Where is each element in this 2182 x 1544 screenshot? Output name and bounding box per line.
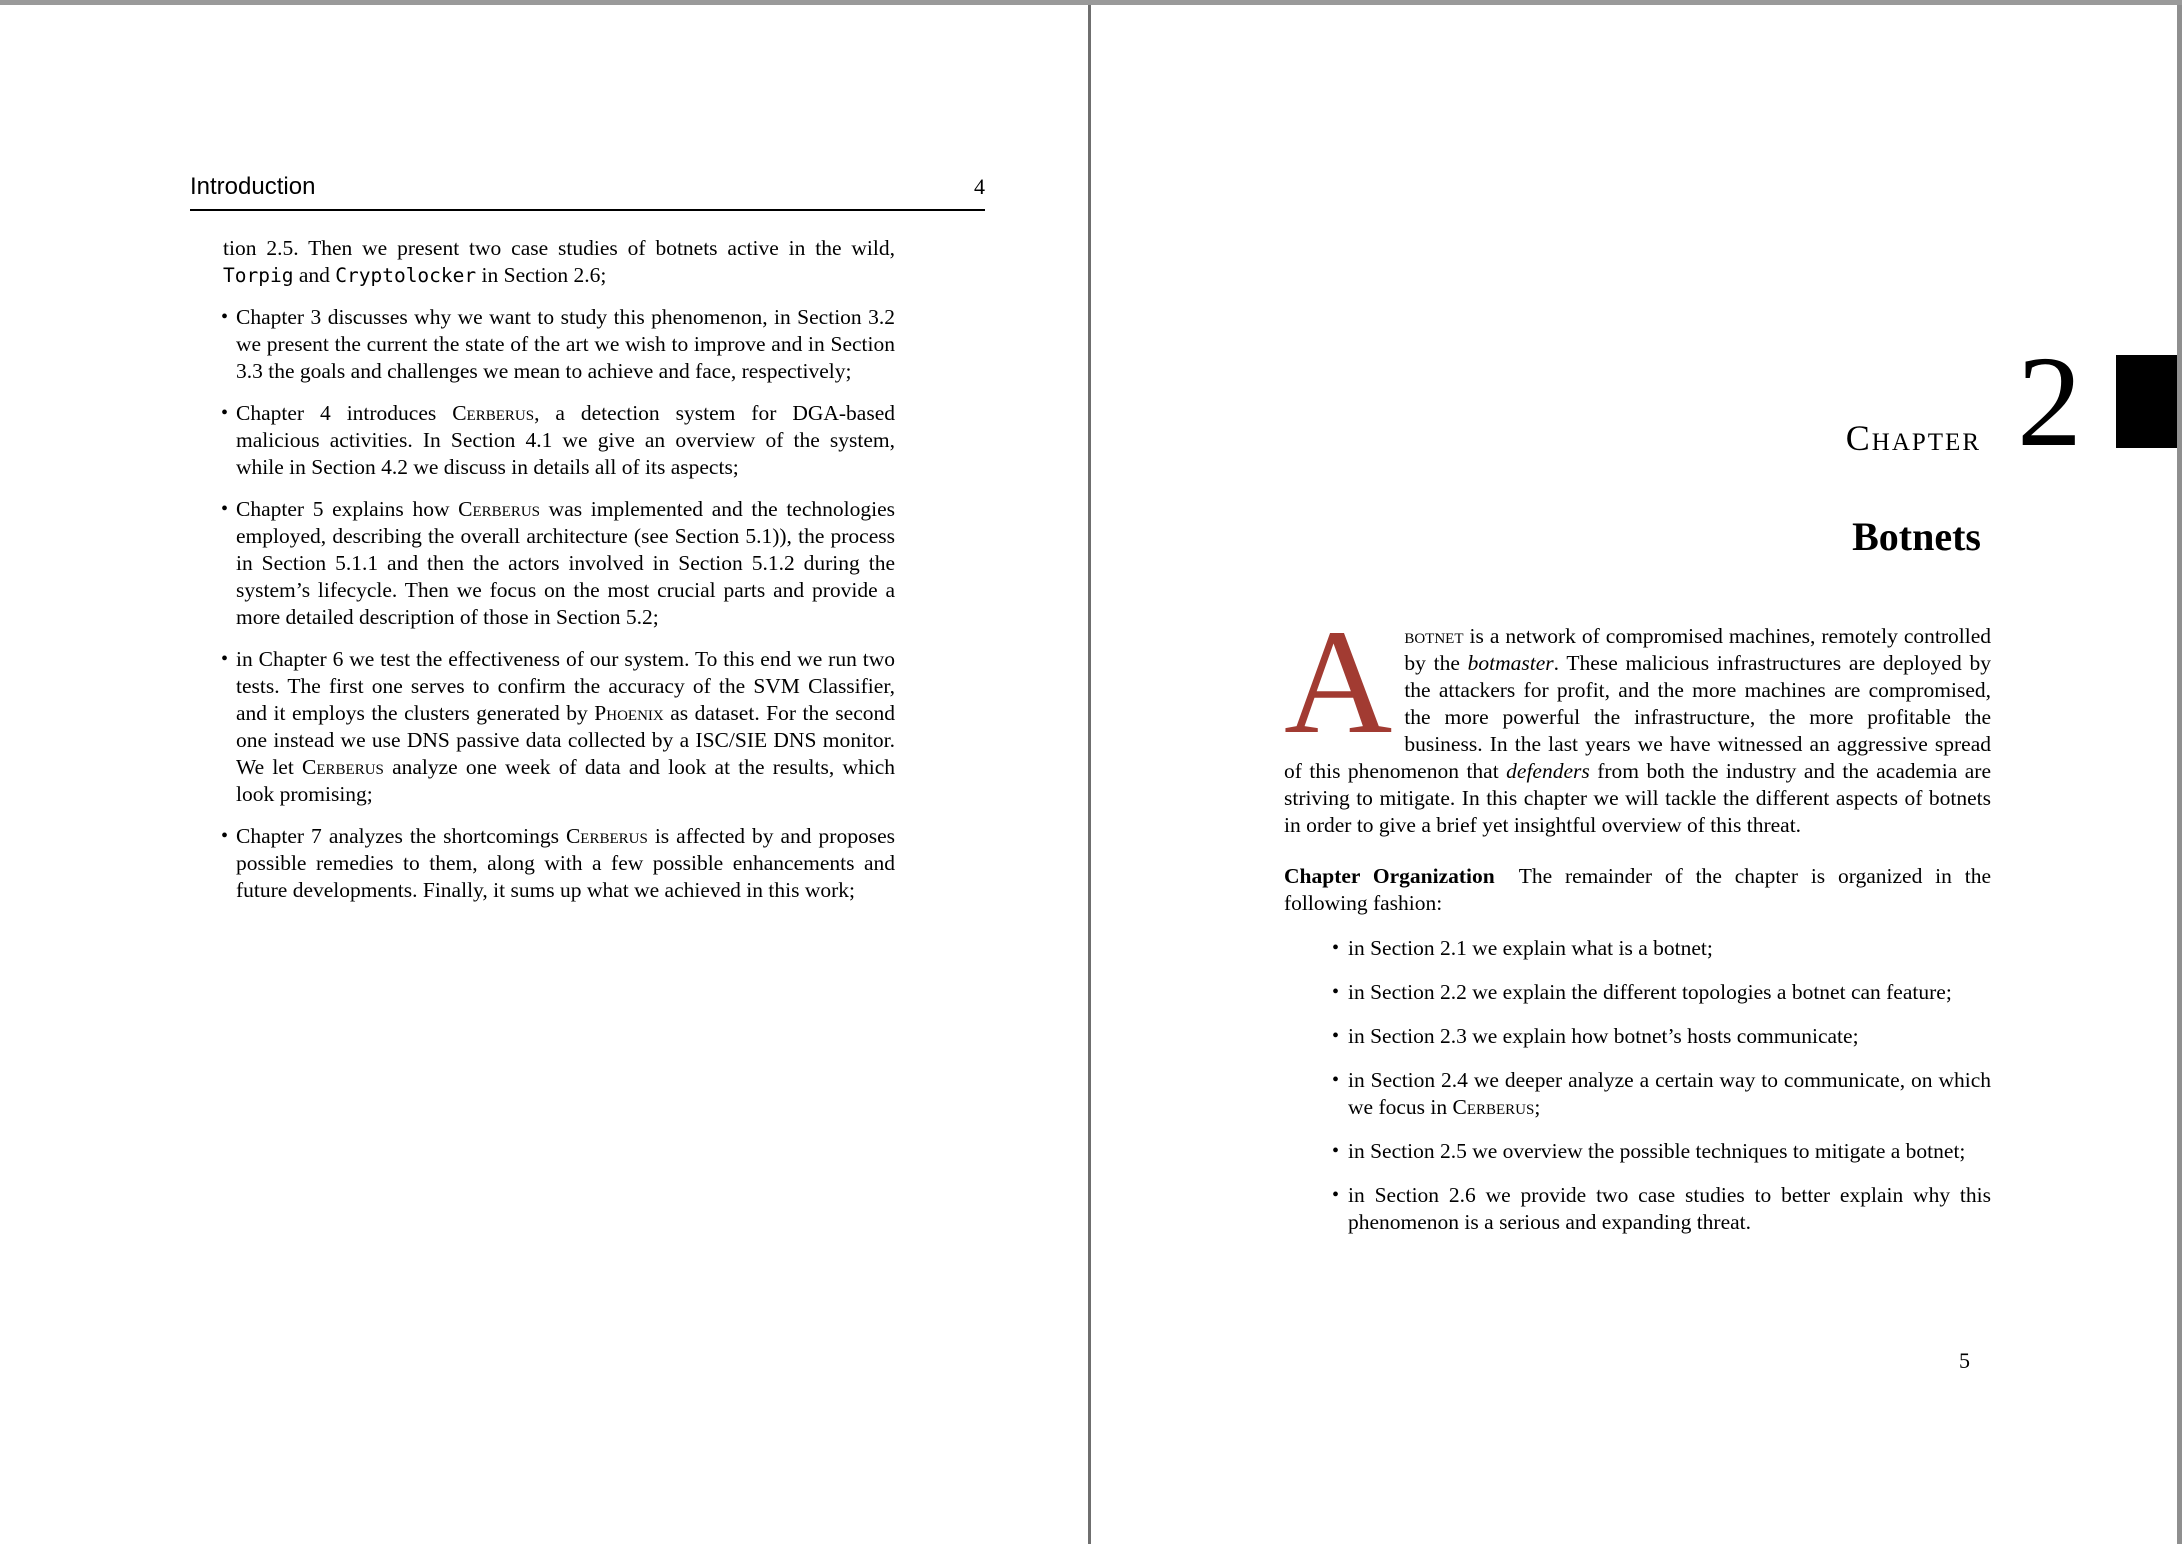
list-item-chapter-5 [236, 496, 895, 631]
list-item-chapter-4 [236, 400, 895, 481]
text-segment: Chapter 3 discusses why we want to study this phenomenon, in Section 3.2 we present the current the state of the art we wish to improve and in Section 3.3 the goals and challenges we mean to achieve and face, respectively; [236, 305, 895, 383]
dropcap-letter: A [1284, 599, 1393, 765]
section-overview-list [1284, 935, 1991, 1236]
text-segment: in Section 2.4 we deeper analyze a certain way to communicate, on which we focus in [1348, 1068, 1991, 1119]
text-segment: Chapter 7 analyzes the shortcomings [236, 824, 566, 848]
list-item-section-2-6 [1348, 1182, 1991, 1236]
right-text-block [1284, 599, 1991, 1253]
text-segment: as dataset. For the second one instead we use DNS passive data collected by a ISC/SIE DNS monitor. We let [236, 701, 896, 779]
text-segment: in Section 2.5 we overview the possible techniques to mitigate a botnet; [1348, 1139, 1966, 1163]
list-item-section-2-5 [1348, 1138, 1991, 1165]
viewer-top-border [0, 0, 2182, 5]
text-segment: in Section 2.1 we explain what is a botnet; [1348, 936, 1713, 960]
italic-term-defenders: defenders [1506, 759, 1590, 783]
page-number: 5 [1959, 1348, 1970, 1373]
text-segment: analyze one week of data and look at the results, which look promising; [236, 755, 895, 806]
page-divider [1088, 0, 1091, 1544]
text-segment: tion 2.5. Then we present two case studies of botnets active in the wild, [223, 236, 895, 260]
list-item-section-2-3 [1348, 1023, 1991, 1050]
page-right [1091, 5, 2178, 1544]
text-segment: Chapter 4 introduces [236, 401, 453, 425]
text-segment: and [293, 263, 336, 287]
text-segment: was implemented and the technologies employed, describing the overall architecture (see Section 5.1)), the process in Section 5.1.1 and then the actors involved in Section 5.1.2 during the system’s lifecycle. Then we focus on the most crucial parts and provide a more detailed description of those in Section 5.2; [236, 497, 895, 629]
text-segment: ; [1534, 1095, 1541, 1119]
smallcaps-cerberus: Cerberus [458, 497, 541, 521]
text-segment: in Section 2.6; [476, 263, 607, 287]
text-segment: from both the industry and the academia are striving to mitigate. In this chapter we will tackle the different aspects of botnets in order to give a brief yet insightful overview of this threat. [1284, 759, 1991, 837]
text-segment: The remainder of the chapter is organized in the following fashion: [1284, 864, 1991, 915]
text-segment: in Chapter 6 we test the effectiveness of our system. To this end we run two tests. The first one serves to confirm the accuracy of the SVM Classifier, and it employs the clusters generated by [236, 647, 895, 725]
left-text-block [223, 235, 895, 919]
text-segment: in Section 2.2 we explain the different topologies a botnet can feature; [1348, 980, 1952, 1004]
list-item-section-2-2 [1348, 979, 1991, 1006]
smallcaps-cerberus: Cerberus [452, 401, 535, 425]
smallcaps-cerberus: Cerberus [565, 824, 648, 848]
lead-paragraph [1284, 599, 1991, 839]
text-segment: is affected by and proposes possible remedies to them, along with a few possible enhancements and future developments. Finally, it sums up what we achieved in this work; [236, 824, 895, 902]
text-segment: . These malicious infrastructures are deployed by the attackers for profit, and the more machines are compromised, the more powerful the infrastructure, the more profitable the business. In the last years we have witnessed an aggressive spread of this phenomenon that [1284, 651, 1991, 783]
italic-term-botmaster: botmaster [1467, 651, 1554, 675]
smallcaps-cerberus: Cerberus [1452, 1095, 1535, 1119]
running-header [190, 173, 985, 211]
smallcaps-cerberus: Cerberus [302, 755, 384, 779]
smallcaps-phoenix: Phoenix [594, 701, 664, 725]
chapter-organization-paragraph [1284, 863, 1991, 917]
page-left [0, 5, 1088, 1544]
running-header-title: Introduction [190, 173, 316, 200]
chapter-organization-heading: Chapter Organization [1284, 864, 1495, 888]
list-item-section-2-4 [1348, 1067, 1991, 1121]
text-segment: is a network of compromised machines, remotely controlled by the [1404, 624, 1991, 675]
running-header-page-number: 4 [974, 174, 985, 199]
text-segment: in Section 2.6 we provide two case studies to better explain why this phenomenon is a serious and expanding threat. [1348, 1183, 1991, 1234]
list-item-chapter-7 [236, 823, 895, 904]
continuation-paragraph [223, 235, 895, 289]
mono-term-cryptolocker: Cryptolocker [335, 264, 477, 287]
smallcaps-botnet: botnet [1404, 624, 1464, 648]
list-item-section-2-1 [1348, 935, 1991, 962]
viewer-right-border [2177, 0, 2182, 1544]
chapter-title: Botnets [1852, 514, 1981, 559]
text-segment: Chapter 5 explains how [236, 497, 459, 521]
text-segment: , a detection system for DGA-based malicious activities. In Section 4.1 we give an overview of the system, while in Section 4.2 we discuss in details all of its aspects; [236, 401, 896, 479]
list-item-chapter-3 [236, 304, 895, 385]
chapter-number-black-box [2116, 355, 2178, 448]
chapter-label: Chapter [1845, 418, 1981, 458]
chapter-overview-list [223, 304, 895, 904]
text-segment: in Section 2.3 we explain how botnet’s hosts communicate; [1348, 1024, 1859, 1048]
chapter-number: 2 [2017, 330, 2082, 474]
mono-term-torpig: Torpig [223, 264, 294, 287]
list-item-chapter-6 [236, 646, 895, 808]
